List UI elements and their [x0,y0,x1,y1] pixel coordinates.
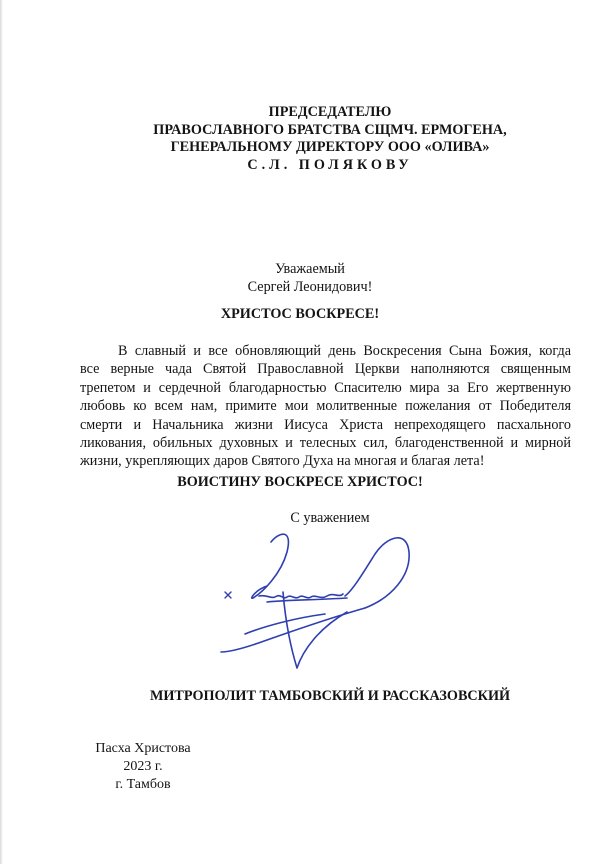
body-line: жизни, укрепляющих даров Святого Духа на многая и благая лета! [80,453,485,470]
date-year: 2023 г. [123,759,163,774]
greeting-block [180,260,440,296]
signature-stroke [283,592,347,668]
body-line: смерти и Начальника жизни Иисуса Христа непреходящего пасхального [80,416,571,433]
greeting-name: Сергей Леонидович! [247,279,373,295]
page-edge-shadow [0,0,3,864]
body-line: ликования, обильных духовных и телесных сил, благоденственной и мирной [80,435,571,452]
addressee-line: ПРЕДСЕДАТЕЛЮ [268,104,392,120]
signatory-title: МИТРОПОЛИТ ТАМБОВСКИЙ И РАССКАЗОВСКИЙ [149,688,511,704]
body-line: трепетом и сердечной благодарностью Спасителю мира за Его жертвенную [80,379,571,396]
signature-stroke [225,592,231,598]
place-date-block [78,740,208,794]
place-city: г. Тамбов [115,777,171,792]
body-line: любовь ко всем нам, примите мои молитвенные пожелания от Победителя [80,398,571,415]
body-line: В славный и все обновляющий день Воскресения Сына Божия, когда [118,343,571,359]
handwritten-signature [215,530,415,675]
greeting-salutation: Уважаемый [275,261,345,277]
date-occasion: Пасха Христова [95,741,191,756]
addressee-line: ПРАВОСЛАВНОГО БРАТСТВА СЩМЧ. ЕРМОГЕНА, [153,121,507,138]
signature-stroke [267,598,347,602]
signature-stroke [259,594,343,598]
closing-phrase: С уважением [290,510,370,526]
letter-body [80,342,571,471]
signature-stroke [345,538,409,608]
heading-christ-is-risen: ХРИСТОС ВОСКРЕСЕ! [220,306,380,322]
heading-truly-risen: ВОИСТИНУ ВОСКРЕСЕ ХРИСТОС! [177,474,423,490]
signature-strokes [221,534,409,668]
addressee-line: ГЕНЕРАЛЬНОМУ ДИРЕКТОРУ ООО «ОЛИВА» [170,139,490,155]
addressee-block [80,104,580,174]
body-line: все верные чада Святой Православной Церкви наполняются священным [80,361,571,378]
signature-stroke [252,534,289,598]
addressee-name: С.Л. ПОЛЯКОВУ [247,156,413,173]
